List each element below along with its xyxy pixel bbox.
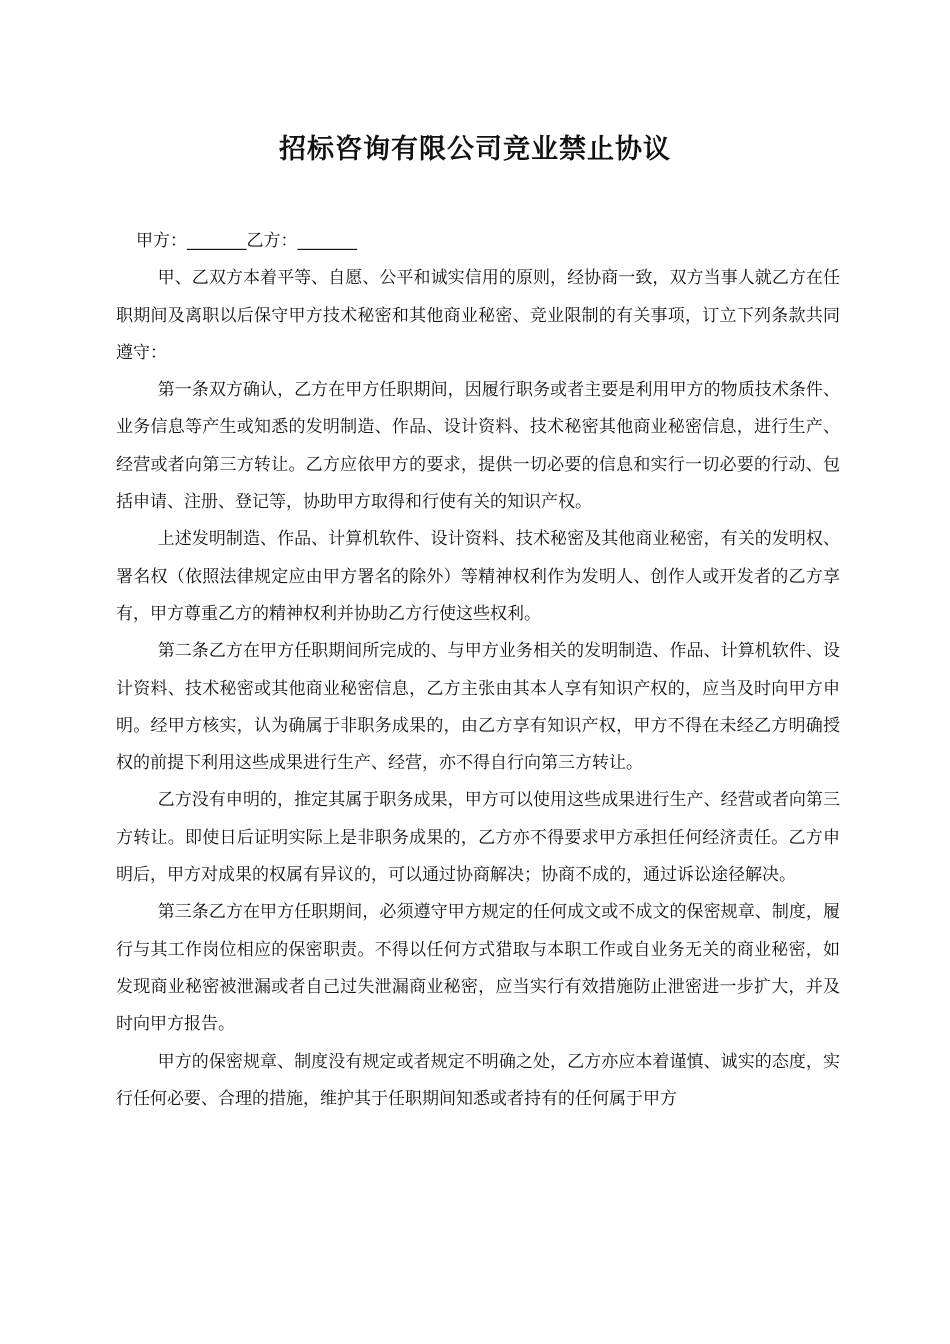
document-title: 招标咨询有限公司竞业禁止协议 <box>279 134 671 165</box>
parties-line: 甲方：_______乙方：_______ <box>136 231 357 251</box>
paragraph-article-3-supplement: 甲方的保密规章、制度没有规定或者规定不明确之处，乙方亦应本着谨慎、诚实的态度，实行任何必要、合理的措施，维护其于任职期间知悉或者持有的任何属于甲方 <box>116 1051 840 1109</box>
paragraph-article-2: 第二条乙方在甲方任职期间所完成的、与甲方业务相关的发明制造、作品、计算机软件、设计资料、技术秘密或其他商业秘密信息，乙方主张由其本人享有知识产权的，应当及时向甲方申明。经甲方核实，认为确属于非职务成果的，由乙方享有知识产权，甲方不得在未经乙方明确授权的前提下利用这些成果进行生产、经营，亦不得自行向第三方转让。 <box>116 641 840 774</box>
document-body <box>116 223 840 1118</box>
paragraph-article-1: 第一条双方确认，乙方在甲方任职期间，因履行职务或者主要是利用甲方的物质技术条件、业务信息等产生或知悉的发明制造、作品、设计资料、技术秘密其他商业秘密信息，进行生产、经营或者向第三方转让。乙方应依甲方的要求，提供一切必要的信息和实行一切必要的行动、包括申请、注册、登记等，协助甲方取得和行使有关的知识产权。 <box>116 380 840 513</box>
paragraph-article-3: 第三条乙方在甲方任职期间，必须遵守甲方规定的任何成文或不成文的保密规章、制度，履行与其工作岗位相应的保密职责。不得以任何方式猎取与本职工作或自业务无关的商业秘密，如发现商业秘密被泄漏或者自己过失泄漏商业秘密，应当实行有效措施防止泄密进一步扩大，并及时向甲方报告。 <box>116 902 840 1035</box>
paragraph-preamble: 甲、乙双方本着平等、自愿、公平和诚实信用的原则，经协商一致，双方当事人就乙方在任职期间及离职以后保守甲方技术秘密和其他商业秘密、竞业限制的有关事项，订立下列条款共同遵守： <box>116 268 840 363</box>
paragraph-article-1-rights: 上述发明制造、作品、计算机软件、设计资料、技术秘密及其他商业秘密，有关的发明权、署名权（依照法律规定应由甲方署名的除外）等精神权利作为发明人、创作人或开发者的乙方享有，甲方尊重乙方的精神权利并协助乙方行使这些权利。 <box>116 529 840 624</box>
paragraph-article-2-undeclared: 乙方没有申明的，推定其属于职务成果，甲方可以使用这些成果进行生产、经营或者向第三方转让。即使日后证明实际上是非职务成果的，乙方亦不得要求甲方承担任何经济责任。乙方申明后，甲方对成果的权属有异议的，可以通过协商解决；协商不成的，通过诉讼途径解决。 <box>116 790 840 886</box>
